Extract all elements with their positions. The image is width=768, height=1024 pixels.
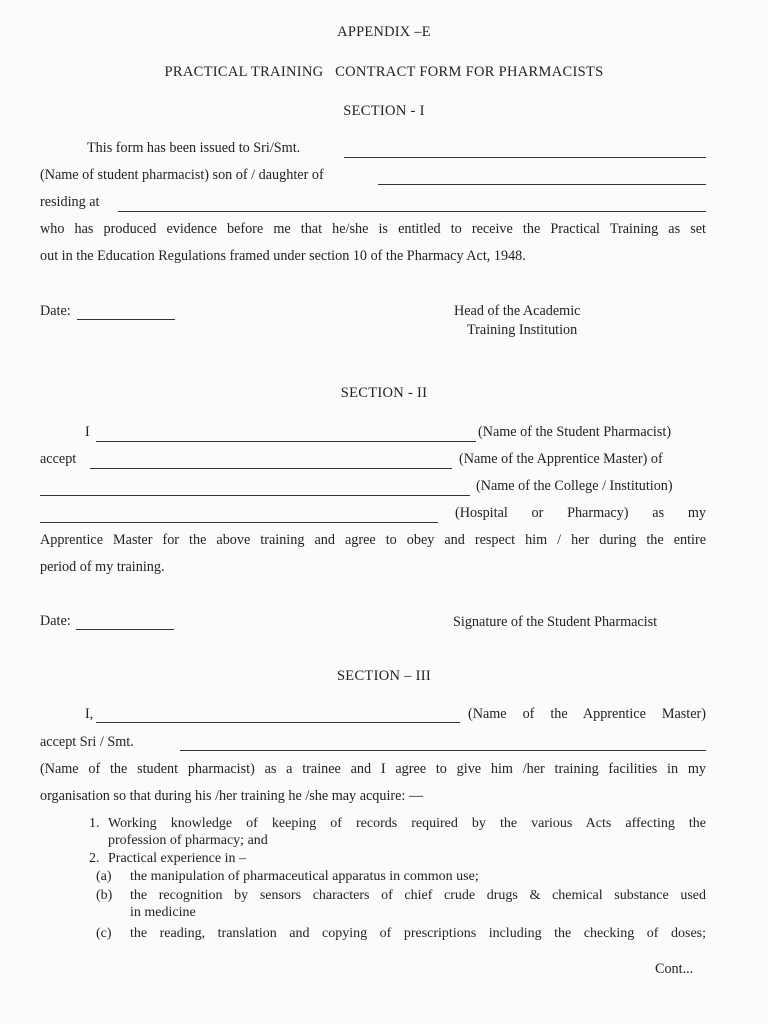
hospital-word-2: or xyxy=(531,505,544,521)
section-3-master-label: (Name of the Apprentice Master) xyxy=(468,706,706,722)
hospital-field[interactable] xyxy=(40,522,438,523)
hospital-label xyxy=(455,505,706,522)
apprentice-master-label: (Name of the Apprentice Master) of xyxy=(459,451,663,467)
section-3-paragraph-line-2: organisation so that during his /her training he /she may acquire: — xyxy=(40,788,424,804)
section-3-accept-label: accept Sri / Smt. xyxy=(40,734,134,750)
hospital-word-1: (Hospital xyxy=(455,505,508,521)
trainee-name-field[interactable] xyxy=(180,750,706,751)
form-title: PRACTICAL TRAINING CONTRACT FORM FOR PHARMACISTS xyxy=(164,64,604,80)
section-1-paragraph-line-2: out in the Education Regulations framed under section 10 of the Pharmacy Act, 1948. xyxy=(40,248,526,264)
section-1-heading: SECTION - I xyxy=(343,103,425,119)
accept-label: accept xyxy=(40,451,77,467)
subitem-a-letter: (a) xyxy=(96,869,112,884)
section-2-paragraph-line-2: period of my training. xyxy=(40,559,165,575)
student-name-field[interactable] xyxy=(96,441,476,442)
item-1-number: 1. xyxy=(89,816,100,831)
item-1-line-2: profession of pharmacy; and xyxy=(108,833,268,848)
section-1-date-label: Date: xyxy=(40,303,71,319)
hospital-word-5: my xyxy=(687,505,706,521)
section-3-heading: SECTION – III xyxy=(336,668,432,684)
signatory-line-1: Head of the Academic xyxy=(454,303,581,319)
subitem-b-letter: (b) xyxy=(96,888,113,903)
section-3-master-field[interactable] xyxy=(96,722,460,723)
hospital-word-4: as xyxy=(652,505,665,521)
item-2-number: 2. xyxy=(89,851,100,866)
section-1-date-field[interactable] xyxy=(77,319,175,320)
section-1-paragraph-line-1: who has produced evidence before me that he/she is entitled to receive the Practical Training as set xyxy=(40,221,706,237)
hospital-word-3: Pharmacy) xyxy=(567,505,629,521)
continued-label: Cont... xyxy=(655,961,694,977)
item-1-line-1: Working knowledge of keeping of records required by the various Acts affecting the xyxy=(108,816,706,831)
student-signature-label: Signature of the Student Pharmacist xyxy=(453,614,658,630)
residing-field[interactable] xyxy=(118,211,706,212)
section-2-i-label: I xyxy=(85,424,90,440)
residing-label: residing at xyxy=(40,194,100,210)
subitem-b-line-1: the recognition by sensors characters of chief crude drugs & chemical substance used xyxy=(130,888,706,903)
issued-to-field[interactable] xyxy=(344,157,706,158)
subitem-c-letter: (c) xyxy=(96,926,112,941)
subitem-c-line-1: the reading, translation and copying of prescriptions including the checking of doses; xyxy=(130,926,706,941)
section-3-i-label: I, xyxy=(85,706,94,722)
signatory-line-2: Training Institution xyxy=(467,322,578,338)
student-pharmacist-label: (Name of the Student Pharmacist) xyxy=(478,424,672,440)
section-3-paragraph-line-1: (Name of the student pharmacist) as a trainee and I agree to give him /her training facilities in my xyxy=(40,761,706,777)
student-name-label: (Name of student pharmacist) son of / daughter of xyxy=(40,167,324,183)
college-field[interactable] xyxy=(40,495,470,496)
appendix-title: APPENDIX –E xyxy=(337,24,431,40)
issued-to-label: This form has been issued to Sri/Smt. xyxy=(87,140,301,156)
subitem-b-line-2: in medicine xyxy=(130,905,196,920)
section-2-date-label: Date: xyxy=(40,613,71,629)
section-2-heading: SECTION - II xyxy=(340,385,428,401)
apprentice-master-field[interactable] xyxy=(90,468,452,469)
subitem-a-line-1: the manipulation of pharmaceutical apparatus in common use; xyxy=(130,869,479,884)
section-2-paragraph-line-1: Apprentice Master for the above training and agree to obey and respect him / her during the entire xyxy=(40,532,706,548)
parent-name-field[interactable] xyxy=(378,184,706,185)
section-2-date-field[interactable] xyxy=(76,629,174,630)
college-label: (Name of the College / Institution) xyxy=(476,478,673,494)
item-2-line-1: Practical experience in – xyxy=(108,851,246,866)
